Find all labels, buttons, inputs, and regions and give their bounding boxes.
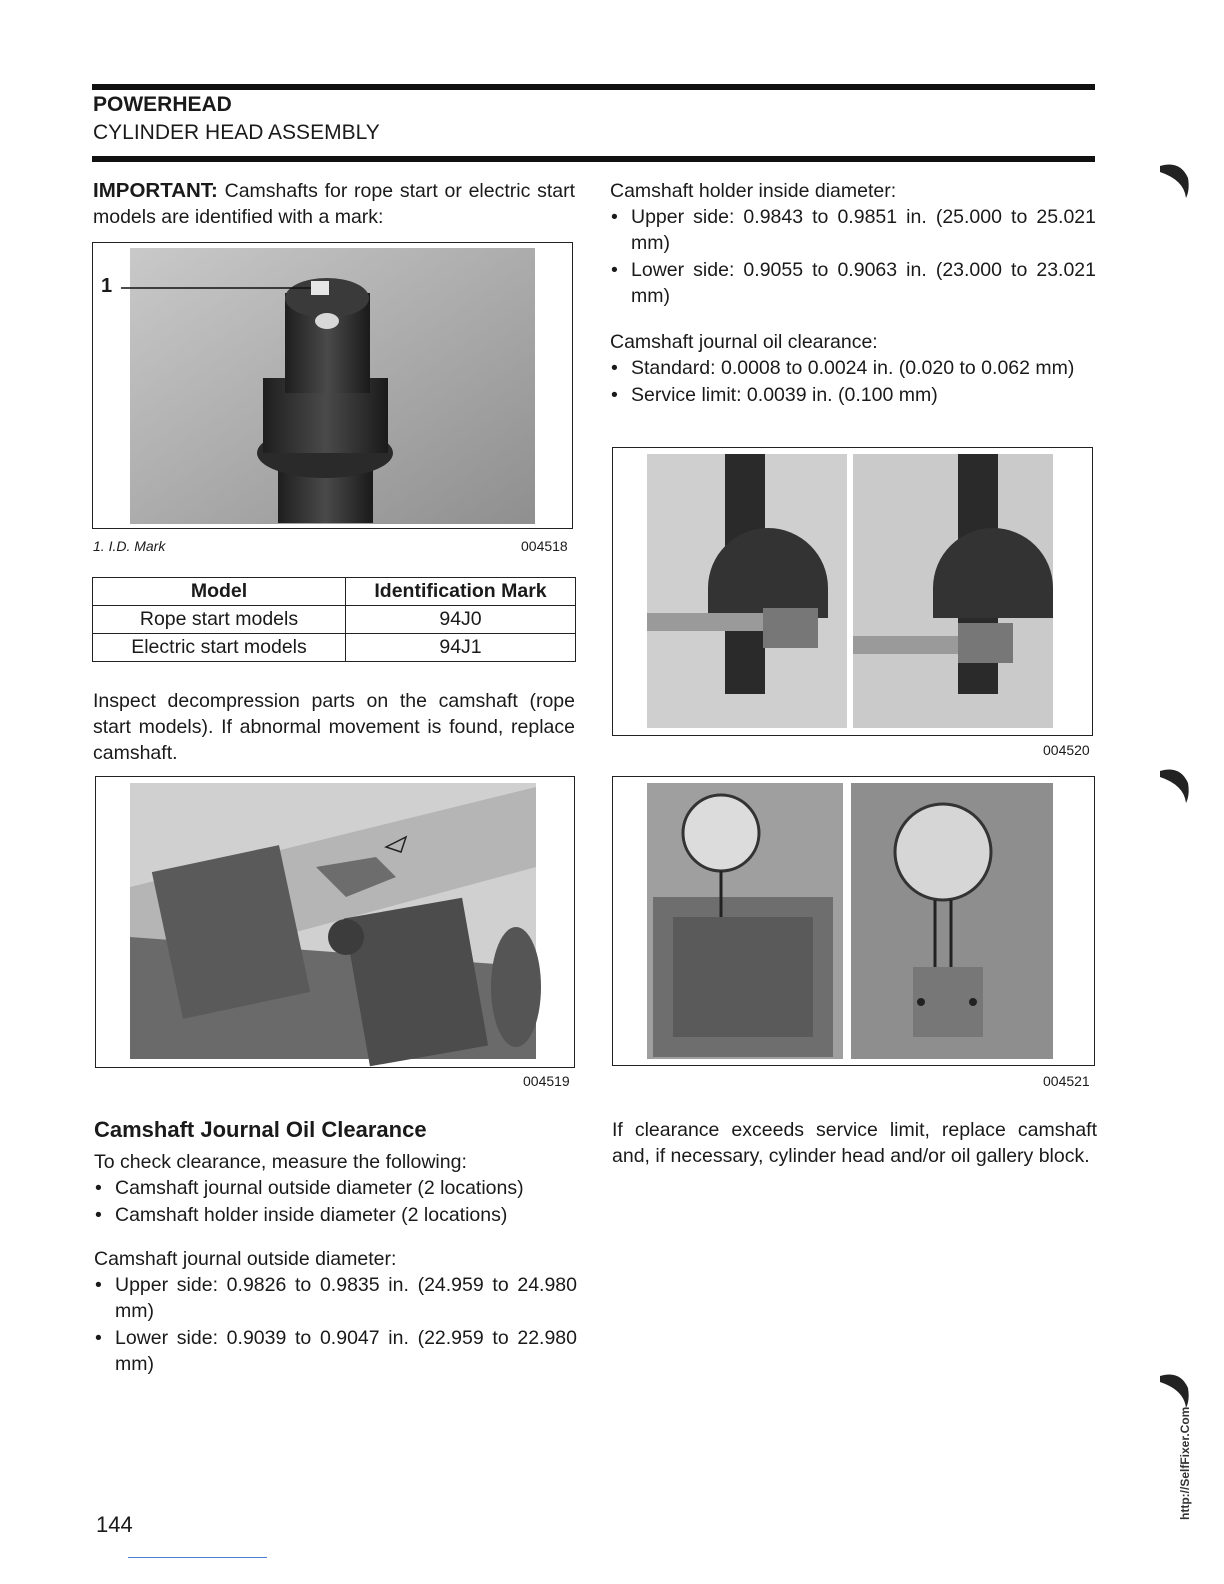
figure-code: 004520 [1043, 742, 1090, 758]
figure-decompression [95, 776, 575, 1068]
table-header-mark: Identification Mark [346, 578, 576, 606]
binder-tab-mark [1160, 1370, 1194, 1410]
figure-code: 004519 [523, 1073, 570, 1089]
section-title: POWERHEAD [93, 93, 232, 116]
journal-od-title: Camshaft journal outside diameter: [94, 1248, 397, 1270]
list-item: • Service limit: 0.0039 in. (0.100 mm) [609, 382, 1096, 408]
table-row [93, 606, 576, 634]
list-item: • Upper side: 0.9843 to 0.9851 in. (25.000 to 25.021 mm) [609, 204, 1096, 256]
closing-paragraph: If clearance exceeds service limit, replace camshaft and, if necessary, cylinder head and/or oil gallery block. [612, 1119, 1097, 1167]
micrometer-measurement-photo [613, 448, 1092, 735]
bore-gauge-measurement-photo [613, 777, 1094, 1065]
list-item: • Lower side: 0.9055 to 0.9063 in. (23.000 to 23.021 mm) [609, 257, 1096, 309]
header-top-rule [92, 84, 1095, 90]
table-cell: 94J1 [346, 634, 576, 662]
inspect-paragraph: Inspect decompression parts on the camshaft (rope start models). If abnormal movement is found, replace camshaft. [93, 690, 575, 764]
table-header-row [93, 578, 576, 606]
page-number: 144 [96, 1512, 133, 1537]
list-item: • Standard: 0.0008 to 0.0024 in. (0.020 to 0.062 mm) [609, 355, 1096, 381]
holder-id-title: Camshaft holder inside diameter: [610, 180, 897, 202]
oil-clearance-title: Camshaft journal oil clearance: [610, 331, 878, 353]
table-row [93, 634, 576, 662]
important-text: Camshafts for rope start or electric start models are identified with a mark: [93, 180, 575, 228]
header-bottom-rule [92, 156, 1095, 162]
bottom-rule [128, 1557, 267, 1558]
table-cell: 94J0 [346, 606, 576, 634]
identification-table [92, 577, 576, 662]
important-label: IMPORTANT: [93, 179, 218, 202]
figure-caption: 1. I.D. Mark [93, 538, 166, 554]
callout-number: 1 [101, 275, 113, 297]
subsection-title: CYLINDER HEAD ASSEMBLY [93, 121, 380, 144]
figure-code: 004518 [521, 538, 568, 554]
oil-clearance-list [609, 355, 1096, 409]
decompression-parts-photo [96, 777, 574, 1067]
section-heading: Camshaft Journal Oil Clearance [94, 1117, 427, 1142]
figure-code: 004521 [1043, 1073, 1090, 1089]
figure-bore-gauge [612, 776, 1095, 1066]
list-item: • Upper side: 0.9826 to 0.9835 in. (24.959 to 24.980 mm) [93, 1272, 577, 1324]
table-cell: Rope start models [93, 606, 346, 634]
table-cell: Electric start models [93, 634, 346, 662]
check-list [93, 1175, 577, 1229]
check-intro: To check clearance, measure the following: [94, 1151, 467, 1173]
camshaft-id-mark-photo [93, 243, 572, 528]
binder-tab-mark [1160, 765, 1194, 805]
list-item: • Camshaft holder inside diameter (2 locations) [93, 1202, 577, 1228]
holder-id-list [609, 204, 1096, 310]
figure-id-mark [92, 242, 573, 529]
journal-od-list [93, 1272, 577, 1378]
list-item: • Lower side: 0.9039 to 0.9047 in. (22.959 to 22.980 mm) [93, 1325, 577, 1377]
binder-tab-mark [1160, 160, 1194, 200]
site-watermark: http://SelfFixer.Com [1178, 1406, 1192, 1520]
table-header-model: Model [93, 578, 346, 606]
figure-micrometer [612, 447, 1093, 736]
list-item: • Camshaft journal outside diameter (2 locations) [93, 1175, 577, 1201]
important-note [93, 178, 575, 230]
